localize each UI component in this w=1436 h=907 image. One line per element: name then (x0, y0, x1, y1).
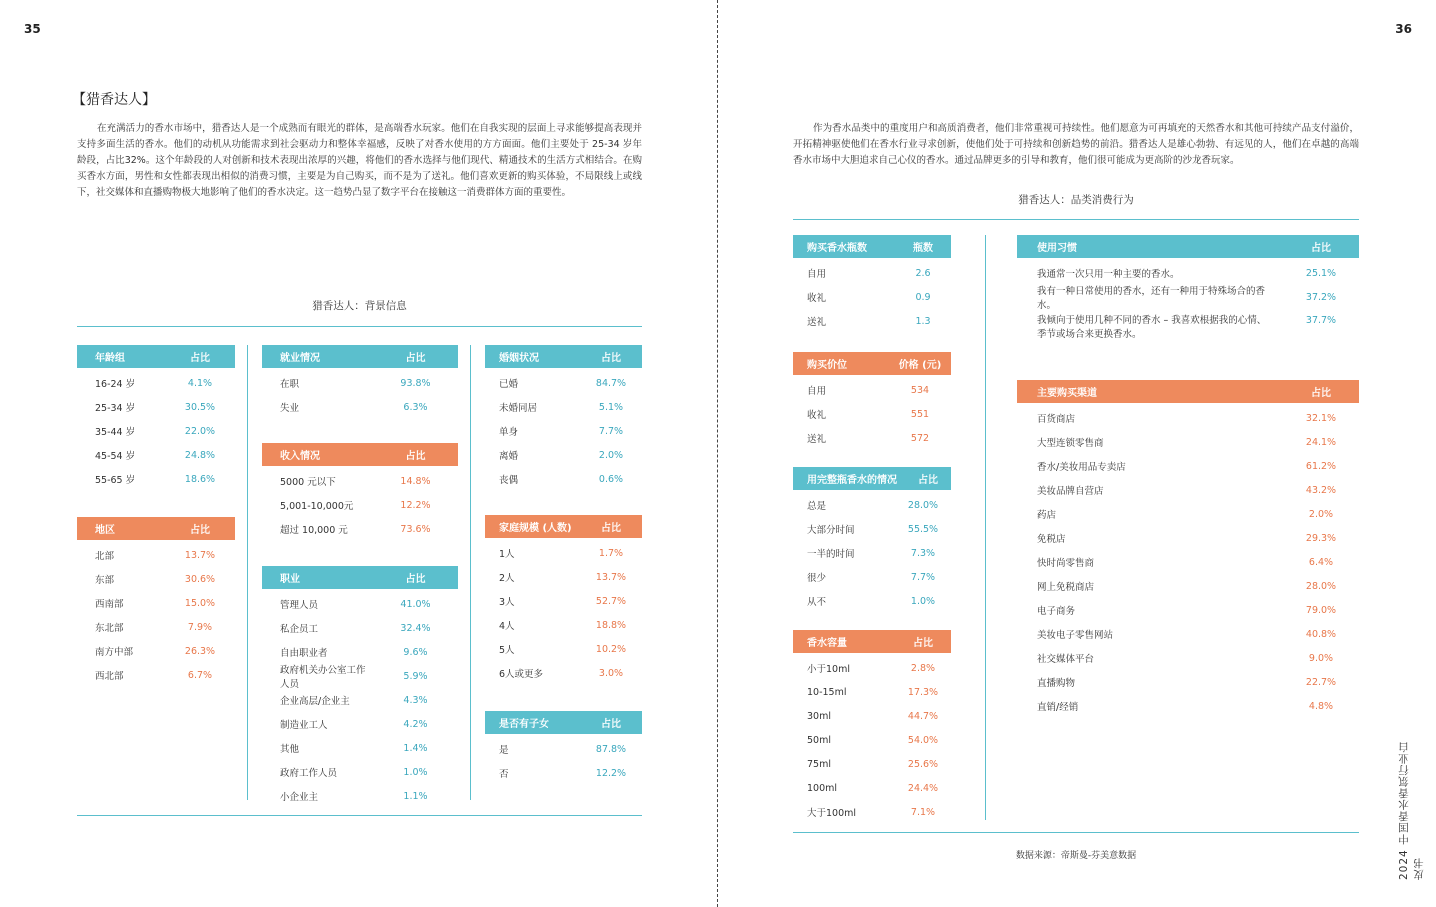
table-row: 否 12.2% (499, 767, 627, 780)
table-row: 总是 28.0% (807, 499, 939, 512)
table-row: 55-65 岁 18.6% (95, 473, 216, 486)
occupation-table (262, 566, 458, 808)
table-row: 其他 1.4% (280, 742, 428, 755)
behavior-table-title: 猎香达人：品类消费行为 (1018, 194, 1134, 206)
finish-table-header: 用完整瓶香水的情况 占比 (793, 467, 951, 490)
table-row: 直播购物 22.7% (1037, 676, 1337, 689)
table-row: 我有一种日常使用的香水，还有一种用于特殊场合的香水。 37.2% (1037, 286, 1337, 311)
table-row: 100ml 24.4% (807, 782, 939, 794)
table-row: 直销/经销 4.8% (1037, 700, 1334, 713)
price-table-header: 购买价位 价格 (元) (793, 352, 951, 375)
table-row: 收礼 0.9 (807, 291, 931, 304)
table-row: 免税店 29.3% (1037, 532, 1337, 545)
table-row: 自用 2.6 (807, 267, 931, 280)
table-row: 政府机关办公室工作人员 5.9% (280, 665, 428, 690)
family-table (485, 515, 642, 685)
table-row: 大部分时间 55.5% (807, 523, 939, 536)
employment-table-header: 就业情况 占比 (262, 345, 458, 368)
column-divider-1 (247, 345, 248, 800)
marital-table (485, 345, 642, 491)
employment-table (262, 345, 458, 419)
data-source: 数据来源：帝斯曼-芬美意数据 (1015, 851, 1137, 861)
table-row: 小于10ml 2.8% (807, 662, 936, 675)
table-row: 25-34 岁 30.5% (95, 401, 216, 414)
table-row: 超过 10,000 元 73.6% (280, 523, 431, 536)
income-table (262, 443, 458, 541)
table-row: 离婚 2.0% (499, 449, 624, 462)
side-book-title: 2024 中国香水香氛行业白皮书 (1398, 741, 1425, 880)
region-table-header: 地区 占比 (77, 517, 235, 540)
bottom-rule-right (793, 832, 1359, 833)
section-heading: 【猎香达人】 (72, 92, 156, 108)
table-row: 北部 13.7% (95, 549, 216, 562)
intro-paragraph: 在充满活力的香水市场中，猎香达人是一个成熟而有眼光的群体，是高端香水玩家。他们在自我实现的层面上寻求能够提高表现并支持多面生活的香水。他们的动机从功能需求到社会驱动力和整体幸福感，反映了对香水使用的方方面面。他们主要处于 25-34 岁年龄段，占比32%。这个年龄段的人对创新和技术表现出浓厚的兴趣，将他们的香水选择与他们现代、精通技术的生活方式相结合。在购买香水方面，男性和女性都表现出相似的消费习惯，主要是为自己购买，而不是为了送礼。他们喜欢更新的购买体验，不局限线上或线下，社交媒体和直播购物极大地影响了他们的香水决定。这一趋势凸显了数字平台在接触这一消费群体方面的重要性。 (77, 123, 642, 198)
children-table-header: 是否有子女 占比 (485, 711, 642, 734)
table-row: 75ml 25.6% (807, 758, 939, 770)
table-row: 收礼 551 (807, 408, 930, 421)
table-row: 1人 1.7% (499, 547, 624, 560)
table-row: 未婚同居 5.1% (499, 401, 624, 414)
column-divider-2 (470, 345, 471, 800)
table-row: 已婚 84.7% (499, 377, 627, 390)
page-divider (717, 0, 718, 907)
table-row: 自由职业者 9.6% (280, 646, 428, 659)
table-row: 快时尚零售商 6.4% (1037, 556, 1334, 569)
page-number-right: 36 (1395, 22, 1412, 36)
table-row: 制造业工人 4.2% (280, 718, 428, 731)
table-row: 5,001-10,000元 12.2% (280, 499, 431, 512)
table-row: 丧偶 0.6% (499, 473, 624, 486)
table-row: 政府工作人员 1.0% (280, 766, 428, 779)
marital-table-header: 婚姻状况 占比 (485, 345, 642, 368)
volume-table-header: 香水容量 占比 (793, 630, 951, 653)
table-row: 美妆电子零售网站 40.8% (1037, 628, 1337, 641)
table-row: 百货商店 32.1% (1037, 412, 1337, 425)
table-row: 2人 13.7% (499, 571, 627, 584)
table-row: 单身 7.7% (499, 425, 624, 438)
income-table-header: 收入情况 占比 (262, 443, 458, 466)
bottles-table (793, 235, 951, 333)
table-row: 50ml 54.0% (807, 734, 939, 746)
table-row: 失业 6.3% (280, 401, 428, 414)
region-table (77, 517, 235, 687)
age-table-header: 年龄组 占比 (77, 345, 235, 368)
table-row: 我倾向于使用几种不同的香水 – 我喜欢根据我的心情、季节或场合来更换香水。 37.7% (1037, 315, 1337, 340)
table-row: 一半的时间 7.3% (807, 547, 936, 560)
table-row: 大于100ml 7.1% (807, 806, 936, 819)
children-table (485, 711, 642, 785)
table-row: 45-54 岁 24.8% (95, 449, 216, 462)
table-row: 5000 元以下 14.8% (280, 475, 431, 488)
table-row: 送礼 1.3 (807, 315, 931, 328)
table-row: 西南部 15.0% (95, 597, 216, 610)
table-row: 16-24 岁 4.1% (95, 377, 213, 390)
table-row: 香水/美妆用品专卖店 61.2% (1037, 460, 1337, 473)
age-table (77, 345, 235, 491)
table-row: 社交媒体平台 9.0% (1037, 652, 1334, 665)
table-row: 6人或更多 3.0% (499, 667, 624, 680)
table-row: 3人 52.7% (499, 595, 627, 608)
table-row: 自用 534 (807, 384, 930, 397)
table-row: 美妆品牌自营店 43.2% (1037, 484, 1337, 497)
table-row: 35-44 岁 22.0% (95, 425, 216, 438)
table-row: 很少 7.7% (807, 571, 936, 584)
table-row: 企业高层/企业主 4.3% (280, 694, 428, 707)
table-row: 东部 30.6% (95, 573, 216, 586)
bottom-rule-left (77, 815, 642, 816)
channel-table (1017, 380, 1359, 718)
right-paragraph: 作为香水品类中的重度用户和高质消费者，他们非常重视可持续性。他们愿意为可再填充的天然香水和其他可持续产品支付溢价，开拓精神驱使他们在香水行业寻求创新，使他们处于可持续和创新趋势的前沿。猎香达人是雄心勃勃、有远见的人，他们在卓越的高端香水市场中大胆追求自己心仪的香水。通过品牌更多的引导和教育，他们很可能成为更高阶的沙龙香玩家。 (793, 123, 1359, 166)
bottles-table-header: 购买香水瓶数 瓶数 (793, 235, 951, 258)
table-row: 送礼 572 (807, 432, 930, 445)
table-row: 大型连锁零售商 24.1% (1037, 436, 1337, 449)
table-row: 5人 10.2% (499, 643, 627, 656)
price-table (793, 352, 951, 450)
table-row: 管理人员 41.0% (280, 598, 431, 611)
table-row: 是 87.8% (499, 743, 627, 756)
table-row: 4人 18.8% (499, 619, 627, 632)
table-row: 10-15ml 17.3% (807, 686, 939, 698)
column-divider-3 (985, 235, 986, 820)
habit-table-header: 使用习惯 占比 (1017, 235, 1359, 258)
table-row: 网上免税商店 28.0% (1037, 580, 1337, 593)
table-row: 小企业主 1.1% (280, 790, 428, 803)
table-row: 药店 2.0% (1037, 508, 1334, 521)
top-rule-right (793, 219, 1359, 220)
habit-table (1017, 235, 1359, 342)
table-row: 电子商务 79.0% (1037, 604, 1337, 617)
volume-table (793, 630, 951, 824)
top-rule-left (77, 326, 642, 327)
table-row: 从不 1.0% (807, 595, 936, 608)
background-table-title: 猎香达人：背景信息 (312, 300, 407, 312)
channel-table-header: 主要购买渠道 占比 (1017, 380, 1359, 403)
table-row: 30ml 44.7% (807, 710, 939, 722)
table-row: 西北部 6.7% (95, 669, 213, 682)
occupation-table-header: 职业 占比 (262, 566, 458, 589)
page-number-left: 35 (24, 22, 41, 36)
table-row: 我通常一次只用一种主要的香水。 25.1% (1037, 267, 1337, 280)
table-row: 东北部 7.9% (95, 621, 213, 634)
table-row: 在职 93.8% (280, 377, 431, 390)
family-table-header: 家庭规模 (人数) 占比 (485, 515, 642, 538)
table-row: 南方中部 26.3% (95, 645, 216, 658)
table-row: 私企员工 32.4% (280, 622, 431, 635)
finish-table (793, 467, 951, 613)
